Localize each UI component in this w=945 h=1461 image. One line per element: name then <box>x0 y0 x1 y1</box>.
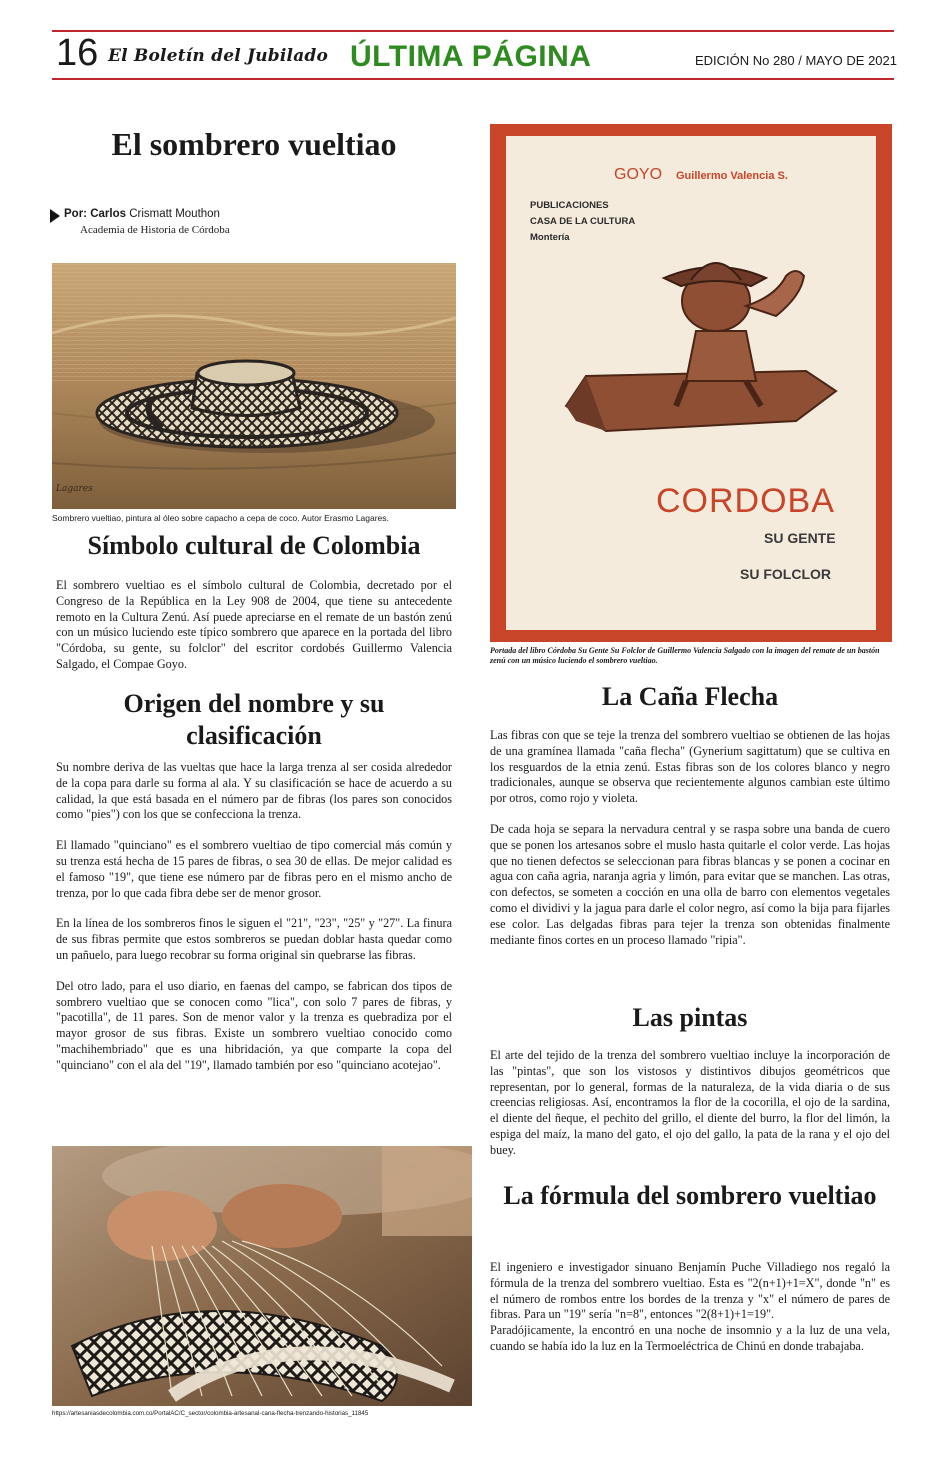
byline-arrow-icon <box>50 209 60 223</box>
header-top-rule <box>52 30 894 32</box>
book-publisher-line: Montería <box>530 232 570 243</box>
paragraph: Paradójicamente, la encontró en una noche de insomnio y a la luz de una vela, cuando se había ido la luz en la Termoeléctrica de Chinú en donde trabajaba. <box>490 1323 890 1353</box>
paragraph: El llamado "quinciano" es el sombrero vueltiao de tipo comercial más común y su trenza está hecha de 15 pares de fibras, o sea 30 de ellas. De mejor calidad es el famoso "19", que tiene ese número par de fibras pero en el mismo ancho de trenza, por lo que cada fibra debe ser de menor grosor. <box>56 838 452 900</box>
painting-caption: Sombrero vueltiao, pintura al óleo sobre capacho a cepa de coco. Autor Erasmo Lagares. <box>52 513 389 523</box>
heading-pintas: Las pintas <box>632 1003 748 1032</box>
book-title: CORDOBA <box>656 482 835 520</box>
simbolo-body <box>56 578 452 688</box>
origen-body <box>56 760 452 1089</box>
book-caption: Portada del libro Córdoba Su Gente Su Folclor de Guillermo Valencia Salgado con la imagen del remate de un bastón zenú con un músico luciendo el sombrero vueltiao. <box>490 646 880 665</box>
painting-signature: Lagares <box>56 484 93 494</box>
header-bottom-rule <box>52 78 894 80</box>
book-publisher-line: CASA DE LA CULTURA <box>530 216 636 227</box>
book-cover-panel <box>506 136 876 630</box>
heading-cana-flecha: La Caña Flecha <box>601 682 779 711</box>
paragraph: El arte del tejido de la trenza del sombrero vueltiao incluye la incorporación de las "pintas", que son los vistosos y distintivos dibujos geométricos que representan, por lo general, formas de la naturaleza, de la vida diaria o de sus creencias religiosas. Así, encontramos la flor de la cocorilla, el ojo de la sardina, el diente del ñeque, el pechito del grillo, el diente del burro, la flor del limón, la espiga del maíz, la mano del gato, el ojo del gallo, la pata de la rana y el ojo del buey. <box>490 1048 890 1157</box>
paragraph: El sombrero vueltiao es el símbolo cultural de Colombia, decretado por el Congreso de la República en la Ley 908 de 2004, que tiene su antecedente remoto en la Cultura Zenú. Así puede apreciarse en el remate de un bastón zenú con un músico luciendo este típico sombrero que aparece en la portada del libro "Córdoba, su gente, su folclor" del escritor cordobés Guillermo Valencia Salgado, el Compae Goyo. <box>56 578 452 671</box>
painting-image <box>52 263 456 509</box>
paragraph: Del otro lado, para el uso diario, en faenas del campo, se fabrican dos tipos de sombrero vueltiao que se conocen como "lica", con solo 7 pares de fibras, y "pacotilla", de 11 pares. Son de menor valor y la trenza es quebradiza por el mayor grosor de sus fibras. Existe un sombrero vueltiao conocido como "machihembriado" que es una hibridación, ya que comparte la copa del "quinciano" con el ala del "19", llamado también por eso "quinciano acotejao". <box>56 978 452 1072</box>
byline-author: Crismatt Mouthon <box>126 208 220 220</box>
paragraph: En la línea de los sombreros finos le siguen el "21", "23", "25" y "27". La finura de sus fibras permite que estos sombreros se puedan doblar hasta quedar como un pañuelo, para luego recobrar su forma original sin quebrarse las fibras. <box>56 916 452 962</box>
section-title: ÚLTIMA PÁGINA <box>350 40 592 73</box>
heading-origen: Origen del nombre y su clasificación <box>123 689 385 750</box>
formula-body <box>490 1260 890 1370</box>
byline-prefix: Por: <box>64 208 91 220</box>
weaving-photo <box>52 1146 472 1406</box>
masthead: El Boletín del Jubilado <box>108 46 329 66</box>
photo-source: https://artesaniasdecolombia.com.co/PortalAC/C_sector/colombia-artesanal-cana-flecha-trenzando-historias_11845 <box>52 1410 369 1417</box>
edition-label: EDICIÓN No 280 / MAYO DE 2021 <box>694 53 897 68</box>
paragraph: Las fibras con que se teje la trenza del sombrero vueltiao se obtienen de las hojas de una gramínea llamada "caña flecha" (Gynerium sagittatum) que se cultiva en los resguardos de la etnia zenú. Estas fibras son de los colores blanco y negro tradicionales, aunque se observa que recientemente algunos cambian este último por otros, como rojo y violeta. <box>490 728 890 806</box>
book-author-short: GOYO <box>614 166 663 183</box>
zenu-figure-illustration <box>546 206 856 466</box>
paragraph: De cada hoja se separa la nervadura central y se raspa sobre una banda de cuero que se ponen los artesanos sobre el muslo hasta quitarle el color verde. Las hojas que no tienen defectos se seleccionan para fibras blancas y se ponen a cocinar en agua con caña agria, naranja agria y limón, para evitar que se manchen. Las otras, con defectos, se someten a cocción en una olla de barro con elementos vegetales como el dividivi y la jagua para darle el color negro, así como la bija para fijarles ese color. Las delgadas fibras para tejer la trenza son obtenidas finalmente mediante finos cortes en un proceso llamado "ripia". <box>490 821 890 947</box>
heading-simbolo: Símbolo cultural de Colombia <box>87 531 421 560</box>
pintas-body <box>490 1048 890 1174</box>
book-subtitle-1: SU GENTE <box>764 530 836 546</box>
book-cover-image <box>490 124 892 642</box>
cana-body <box>490 728 890 963</box>
heading-formula: La fórmula del sombrero vueltiao <box>503 1181 877 1210</box>
paragraph: El ingeniero e investigador sinuano Benjamín Puche Villadiego nos regaló la fórmula de la trenza del sombrero vueltiao. Esta es "2(n+1)+1=X", donde "n" es el número de rombos entre los bordes de la trenza y "x" el número de pares de fibras. Para un "19" sería "n=8", entonces "2(8+1)+1=19". <box>490 1260 890 1322</box>
paragraph: Su nombre deriva de las vueltas que hace la larga trenza al ser cosida alrededor de la copa para darle su forma al ala. Y su clasificación se hace de acuerdo a su calidad, la que está basada en el número par de fibras (los pares son conocidos como "pies") con los que se confecciona la trenza. <box>56 760 452 822</box>
book-subtitle-2: SU FOLCLOR <box>740 566 831 582</box>
article-title: El sombrero vueltiao <box>111 126 397 162</box>
page-number: 16 <box>56 32 99 74</box>
book-publisher-line: PUBLICACIONES <box>530 200 609 211</box>
byline-affiliation: Academia de Historia de Córdoba <box>80 224 230 236</box>
book-author-full: Guillermo Valencia S. <box>676 170 788 182</box>
byline-first-name: Carlos <box>90 208 126 220</box>
